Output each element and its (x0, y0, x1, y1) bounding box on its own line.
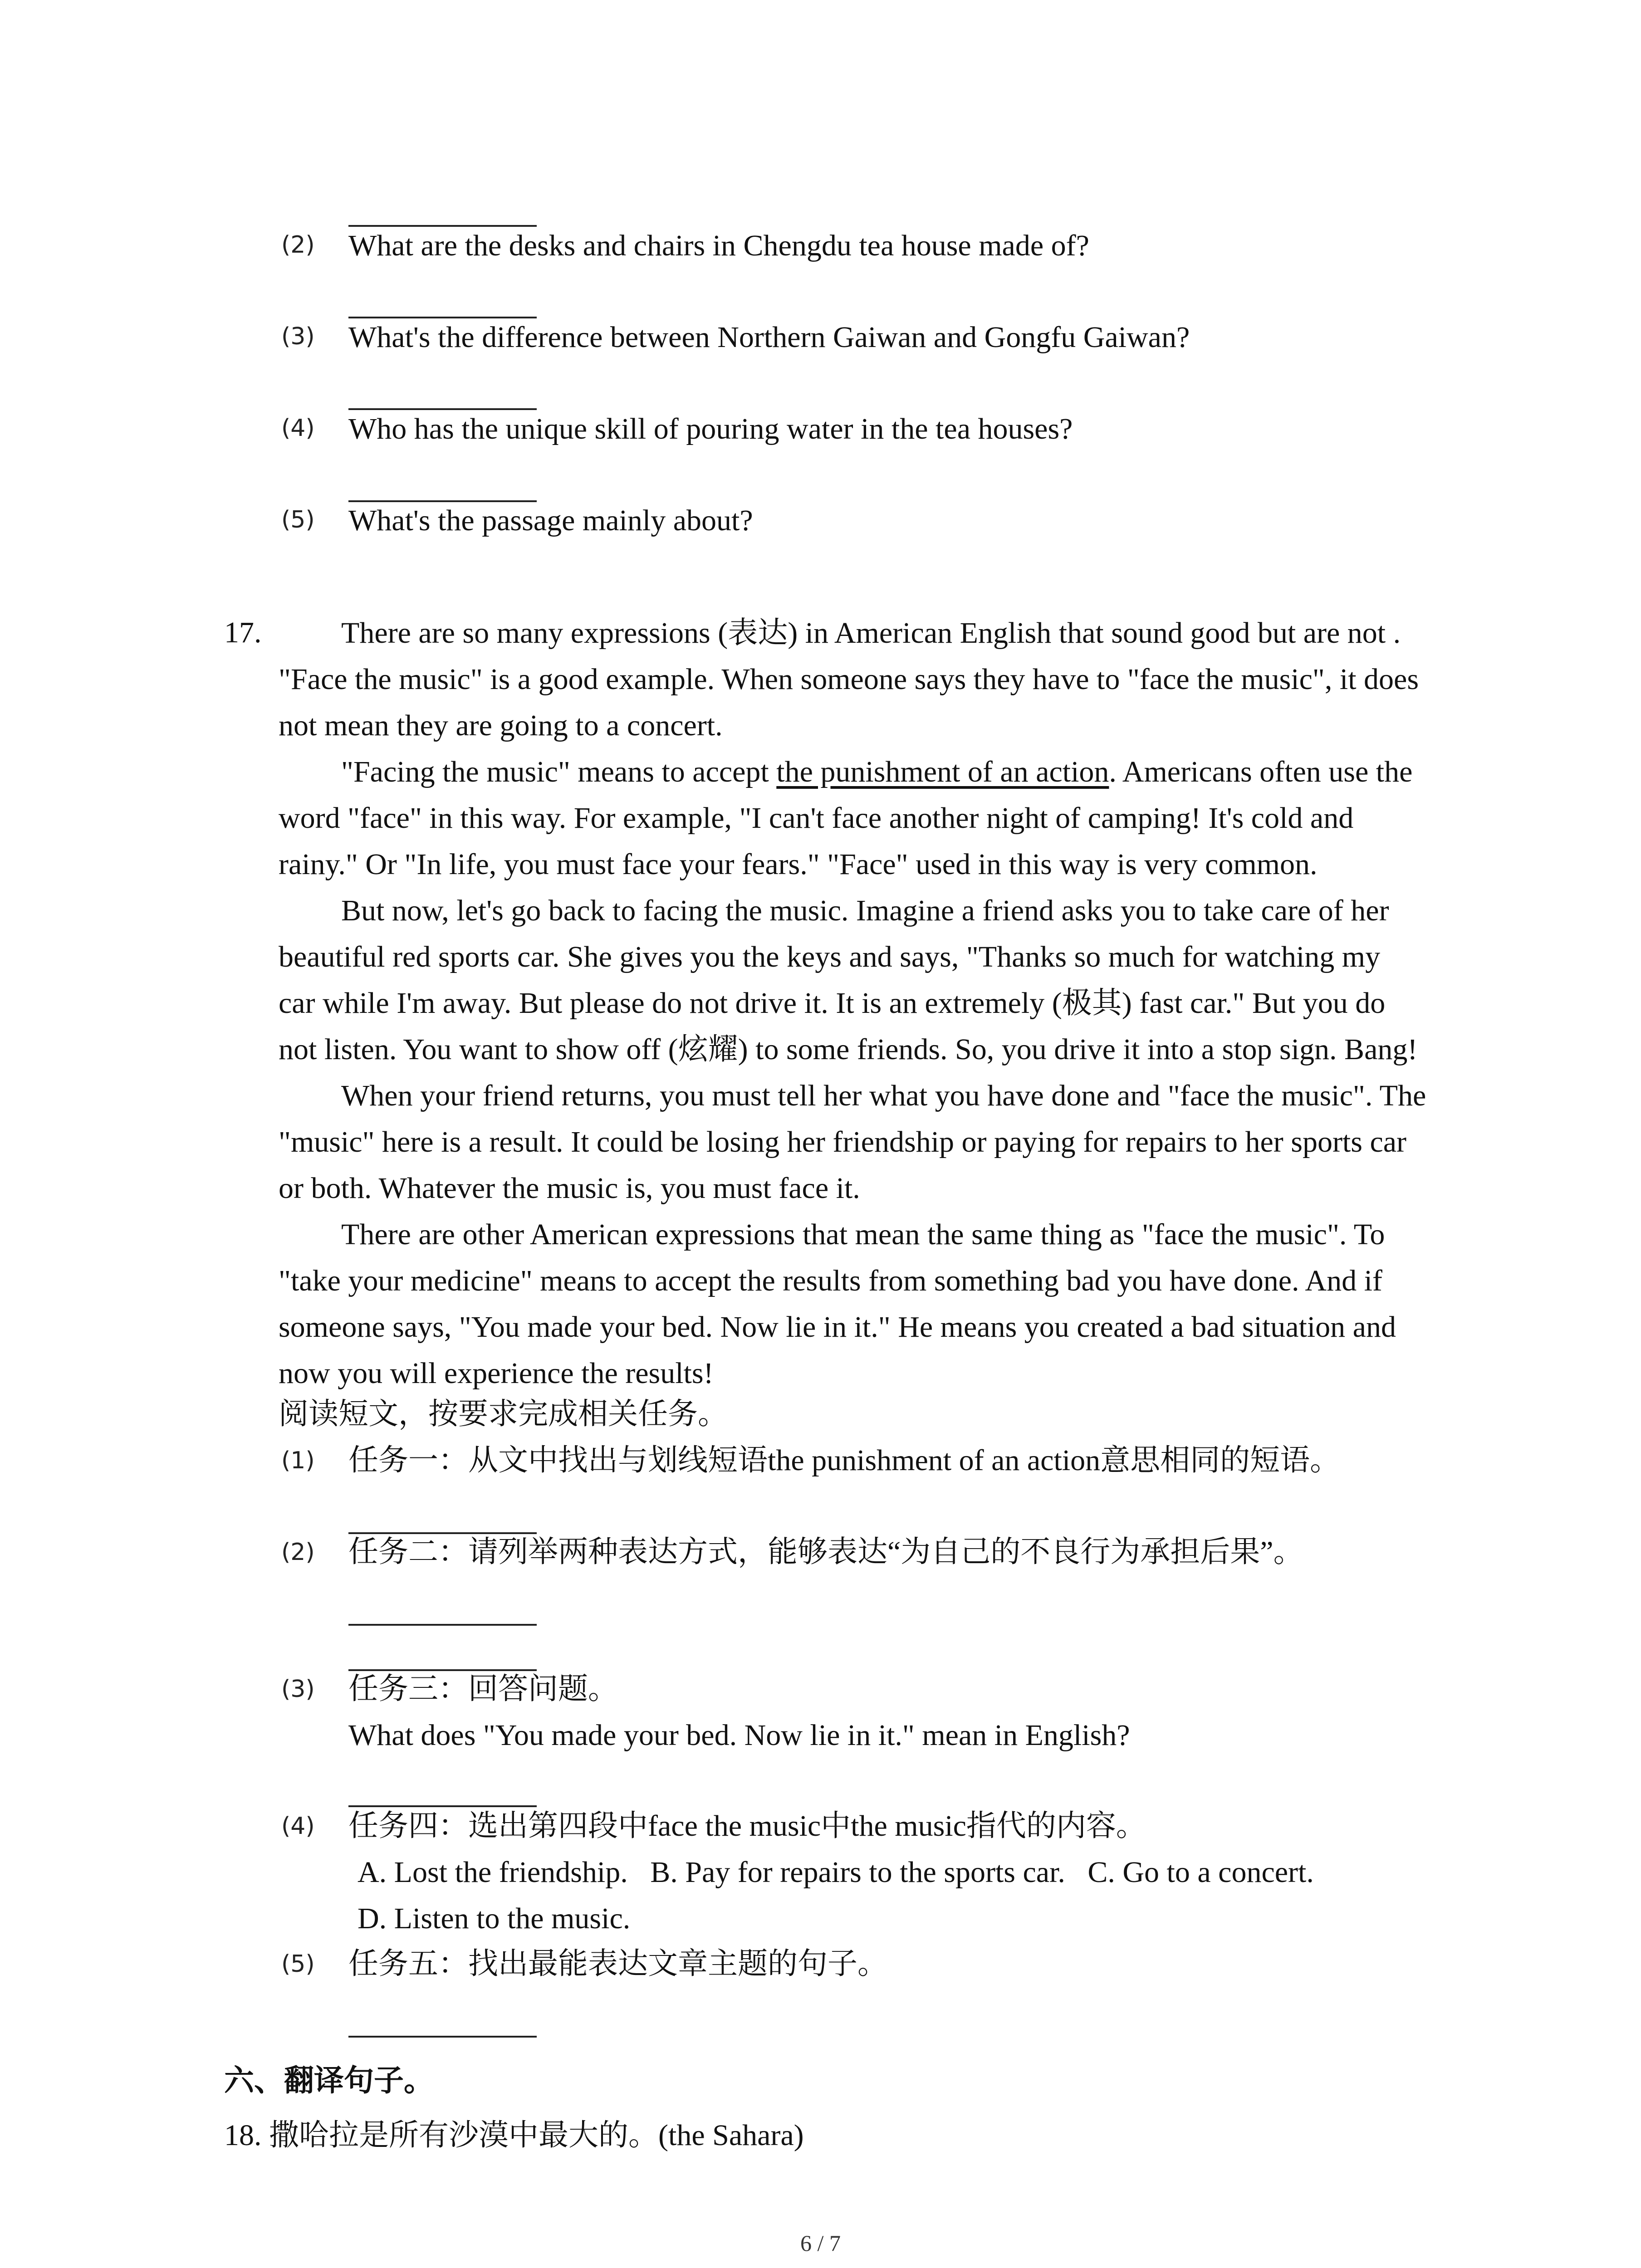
task-number: (3) (281, 1676, 315, 1703)
task-text: 任务二：请列举两种表达方式，能够表达“为自己的不良行为承担后果”。 (348, 1535, 1303, 1569)
question-text: What are the desks and chairs in Chengdu tea house made of? (348, 229, 1089, 262)
passage-paragraph-2 (279, 749, 1458, 888)
answer-blank[interactable] (348, 1624, 537, 1626)
task-text: 任务三：回答问题。 (348, 1672, 618, 1706)
question-number: (4) (281, 415, 315, 442)
passage-line: "music" here is a result. It could be losing her friendship or paying for repairs to her sports car (279, 1125, 1407, 1158)
question-text: What's the passage mainly about? (348, 504, 753, 537)
task-number: (4) (281, 1813, 315, 1840)
question-17-number: 17. (224, 616, 262, 649)
passage-paragraph-5 (279, 1212, 1458, 1397)
question-text: What's the difference between Northern Gaiwan and Gongfu Gaiwan? (348, 321, 1190, 354)
task-number: (5) (281, 1950, 315, 1978)
passage-line: There are other American expressions that mean the same thing as "face the music". To (341, 1218, 1385, 1251)
passage-paragraph-1 (279, 610, 1458, 749)
task-instruction: 阅读短文，按要求完成相关任务。 (279, 1398, 728, 1431)
question-number: (2) (281, 231, 315, 259)
answer-blank[interactable] (348, 2036, 537, 2038)
question-text: Who has the unique skill of pouring water in the tea houses? (348, 412, 1073, 445)
task-options: A. Lost the friendship. B. Pay for repairs to the sports car. C. Go to a concert. (358, 1856, 1314, 1889)
task-text: 任务一：从文中找出与划线短语the punishment of an action意思相同的短语。 (348, 1444, 1340, 1477)
passage-line (279, 749, 1458, 795)
task-number: (2) (281, 1539, 315, 1566)
answer-blank[interactable] (348, 500, 537, 502)
passage-line: "take your medicine" means to accept the results from something bad you have done. And if (279, 1264, 1382, 1297)
answer-blank[interactable] (348, 1805, 537, 1807)
question-number: (5) (281, 506, 315, 533)
passage-line: or both. Whatever the music is, you must face it. (279, 1172, 860, 1205)
passage-paragraph-4 (279, 1073, 1458, 1212)
passage-paragraph-3 (279, 888, 1458, 1073)
passage-line: someone says, "You made your bed. Now lie in it." He means you created a bad situation and (279, 1310, 1396, 1344)
passage-line: now you will experience the results! (279, 1357, 714, 1390)
task-subquestion: What does "You made your bed. Now lie in it." mean in English? (348, 1719, 1130, 1752)
passage-line: When your friend returns, you must tell her what you have done and "face the music". The (341, 1079, 1426, 1112)
passage-text: "Facing the music" means to accept (341, 755, 777, 788)
passage-text: . Americans often use the (1109, 755, 1413, 788)
passage-line: But now, let's go back to facing the music. Imagine a friend asks you to take care of her (341, 894, 1389, 927)
task-text: 任务五：找出最能表达文章主题的句子。 (348, 1947, 887, 1980)
question-number: (3) (281, 323, 315, 350)
task-number: (1) (281, 1447, 315, 1474)
section-heading: 六、翻译句子。 (224, 2064, 434, 2097)
passage-line: not listen. You want to show off (炫耀) to some friends. So, you drive it into a stop sign. Bang! (279, 1033, 1418, 1066)
answer-blank[interactable] (348, 408, 537, 410)
passage-line: not mean they are going to a concert. (279, 709, 723, 742)
task-options: D. Listen to the music. (358, 1902, 631, 1935)
passage-line: beautiful red sports car. She gives you the keys and says, "Thanks so much for watching my (279, 940, 1381, 973)
question-18: 18. 撒哈拉是所有沙漠中最大的。(the Sahara) (224, 2119, 804, 2152)
underlined-phrase: the punishment of an action (776, 755, 1109, 788)
task-text: 任务四：选出第四段中face the music中the music指代的内容。 (348, 1809, 1146, 1843)
passage-line: There are so many expressions (表达) in American English that sound good but are not . (341, 616, 1401, 650)
passage-line: car while I'm away. But please do not drive it. It is an extremely (极其) fast car." But you do (279, 987, 1386, 1020)
page-number: 6 / 7 (800, 2230, 841, 2256)
passage-line: "Face the music" is a good example. When someone says they have to "face the music", it does (279, 663, 1419, 696)
answer-blank[interactable] (348, 317, 537, 318)
answer-blank[interactable] (348, 225, 537, 227)
passage-line: word "face" in this way. For example, "I can't face another night of camping! It's cold and (279, 802, 1354, 835)
passage-line: rainy." Or "In life, you must face your fears." "Face" used in this way is very common. (279, 848, 1318, 881)
